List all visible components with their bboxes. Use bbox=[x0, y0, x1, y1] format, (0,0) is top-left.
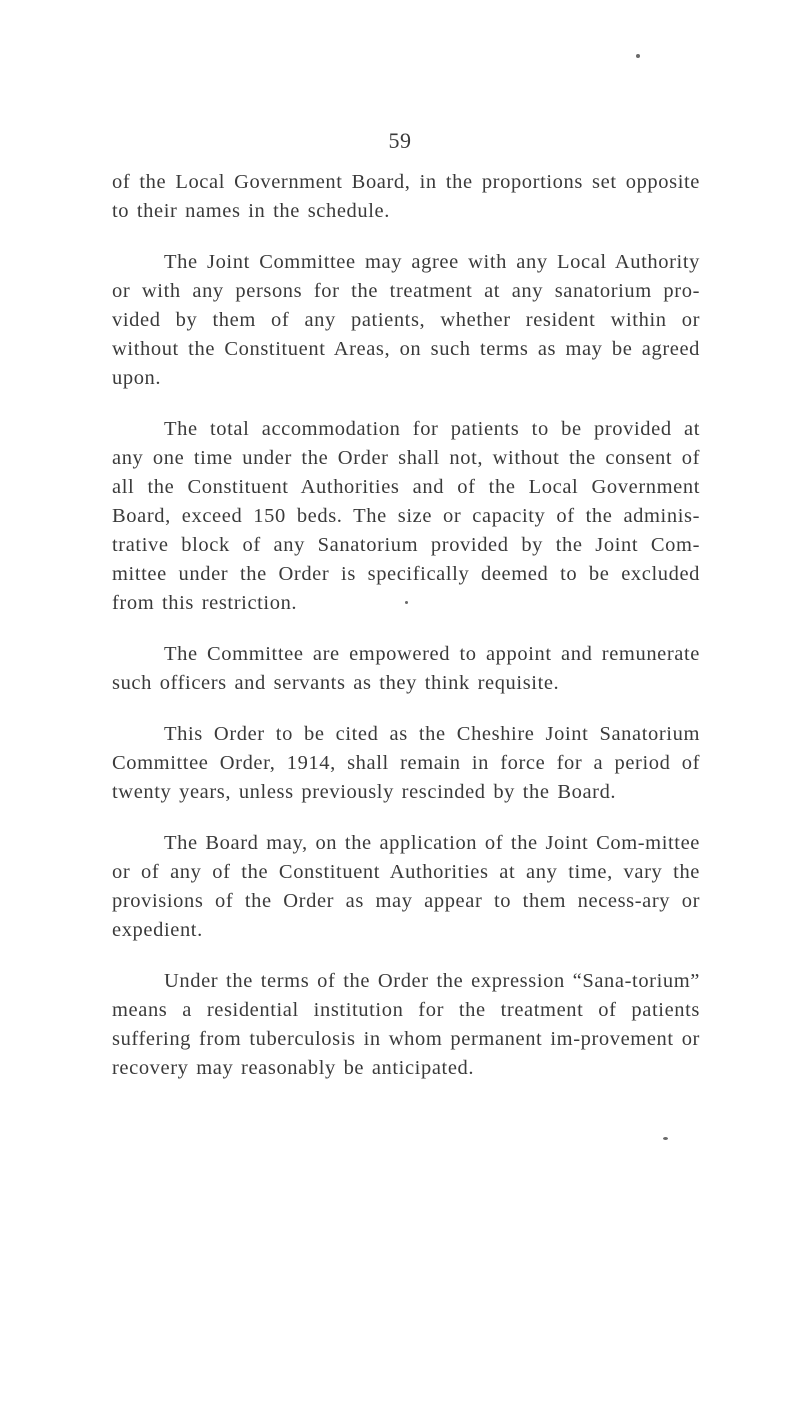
paragraph-sanatorium-definition: Under the terms of the Order the expression “Sana-torium” means a residential institution for the treatment of patients suffering from tuberculosis in whom permanent im-provement or recovery may reasonably be anticipated. bbox=[112, 970, 700, 1079]
paper-speck bbox=[636, 54, 640, 58]
body-text bbox=[112, 168, 700, 1105]
paragraph-order-citation: This Order to be cited as the Cheshire Joint Sanatorium Committee Order, 1914, shall remain in force for a period of twenty years, unless previously rescinded by the Board. bbox=[112, 723, 700, 803]
paragraph-continuation: of the Local Government Board, in the proportions set opposite to their names in the schedule. bbox=[112, 171, 700, 222]
page-number: 59 bbox=[388, 128, 412, 153]
paragraph-board-variation: The Board may, on the application of the Joint Com-mittee or of any of the Constituent Authorities at any time, vary the provisions of the Order as may appear to them necess-ary or expedient. bbox=[112, 832, 700, 941]
paragraph-officers: The Committee are empowered to appoint and remunerate such officers and servants as they think requisite. bbox=[112, 643, 700, 694]
paragraph-joint-committee-agreements: The Joint Committee may agree with any Local Authority or with any persons for the treatment at any sanatorium pro-vided by them of any patients, whether resident within or without the Constituent Areas, on such terms as may be agreed upon. bbox=[112, 251, 700, 389]
paper-speck bbox=[663, 1137, 668, 1140]
paper-speck bbox=[405, 601, 408, 604]
paragraph-accommodation-limit: The total accommodation for patients to be provided at any one time under the Order shall not, without the consent of all the Constituent Authorities and of the Local Government Board, exceed 150 beds. The size or capacity of the adminis-trative block of any Sanatorium provided by the Joint Com-mittee under the Order is specifically deemed to be excluded from this restriction. bbox=[112, 418, 700, 614]
